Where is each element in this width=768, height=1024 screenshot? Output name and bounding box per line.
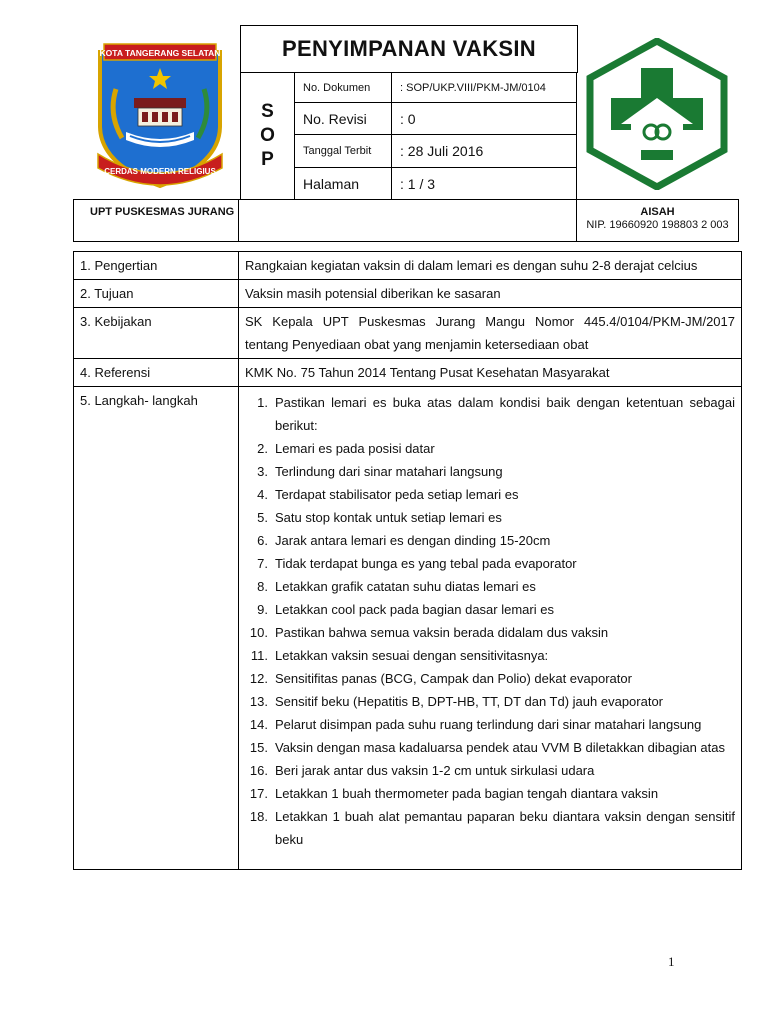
list-item (245, 759, 735, 782)
list-item (245, 552, 735, 575)
list-item (245, 483, 735, 506)
step-text: Pastikan lemari es buka atas dalam kondisi baik dengan ketentuan sebagai berikut: (275, 395, 735, 433)
step-text: Jarak antara lemari es dengan dinding 15-20cm (275, 533, 551, 548)
step-text: Sensitifitas panas (BCG, Campak dan Polio) dekat evaporator (275, 671, 632, 686)
meta-value-tanggal-terbit: : 28 Juli 2016 (392, 135, 577, 168)
step-number: 8. (257, 579, 268, 594)
step-number: 17. (249, 786, 268, 801)
meta-label-no-dokumen: No. Dokumen (295, 73, 392, 103)
step-text: Letakkan 1 buah thermometer pada bagian tengah diantara vaksin (275, 786, 659, 801)
list-item (245, 667, 735, 690)
step-number: 1. (257, 395, 268, 410)
step-text: Satu stop kontak untuk setiap lemari es (275, 510, 502, 525)
step-text: Beri jarak antar dus vaksin 1-2 cm untuk sirkulasi udara (275, 763, 595, 778)
sop-label (240, 72, 295, 200)
step-text: Letakkan 1 buah alat pemantau paparan beku diantara vaksin dengan sensitif beku (275, 809, 735, 847)
section-text-referensi: KMK No. 75 Tahun 2014 Tentang Pusat Kesehatan Masyarakat (239, 359, 742, 387)
section-text-pengertian: Rangkaian kegiatan vaksin di dalam lemari es dengan suhu 2-8 derajat celcius (239, 252, 742, 280)
section-text-kebijakan: SK Kepala UPT Puskesmas Jurang Mangu Nomor 445.4/0104/PKM-JM/2017 tentang Penyediaan obat yang menjamin ketersediaan obat (239, 308, 742, 359)
signer-name: AISAH (640, 206, 675, 218)
step-text: Vaksin dengan masa kadaluarsa pendek atau VVM B diletakkan dibagian atas (275, 740, 725, 755)
list-item (245, 713, 735, 736)
step-text: Letakkan grafik catatan suhu diatas lemari es (275, 579, 536, 594)
list-item (245, 529, 735, 552)
table-row (74, 387, 742, 870)
section-label-langkah: 5. Langkah- langkah (74, 387, 239, 870)
table-row (74, 359, 742, 387)
list-item (245, 437, 735, 460)
document-meta-table (294, 72, 577, 200)
step-text: Sensitif beku (Hepatitis B, DPT-HB, TT, DT dan Td) jauh evaporator (275, 694, 664, 709)
logo-banner-text: KOTA TANGERANG SELATAN (99, 48, 221, 58)
sop-letter-p: P (261, 148, 274, 170)
list-item (245, 736, 735, 759)
table-row (74, 252, 742, 280)
step-text: Letakkan vaksin sesuai dengan sensitivitasnya: (275, 648, 549, 663)
step-text: Letakkan cool pack pada bagian dasar lemari es (275, 602, 554, 617)
section-label-referensi: 4. Referensi (74, 359, 239, 387)
puskesmas-cross-icon (583, 38, 731, 190)
list-item (245, 460, 735, 483)
step-number: 9. (257, 602, 268, 617)
steps-list (239, 387, 742, 870)
list-item (245, 598, 735, 621)
step-number: 15. (249, 740, 268, 755)
step-text: Terlindung dari sinar matahari langsung (275, 464, 503, 479)
document-title-box (240, 25, 578, 73)
step-number: 16. (249, 763, 268, 778)
step-text: Lemari es pada posisi datar (275, 441, 435, 456)
sop-letter-o: O (260, 124, 275, 146)
document-title: PENYIMPANAN VAKSIN (282, 36, 536, 61)
signer-block (577, 200, 739, 242)
list-item (245, 506, 735, 529)
table-row (74, 280, 742, 308)
sop-content-table (73, 251, 742, 870)
step-number: 12. (249, 671, 268, 686)
step-text: Pelarut disimpan pada suhu ruang terlindung dari sinar matahari langsung (275, 717, 702, 732)
kota-tangerang-selatan-logo (90, 34, 230, 194)
organization-blank-cell (239, 200, 577, 242)
table-row (74, 308, 742, 359)
meta-label-tanggal-terbit: Tanggal Terbit (295, 135, 392, 168)
organization-name: UPT PUSKESMAS JURANG (74, 200, 239, 242)
list-item (245, 621, 735, 644)
step-text: Tidak terdapat bunga es yang tebal pada evaporator (275, 556, 577, 571)
step-number: 2. (257, 441, 268, 456)
list-item (245, 782, 735, 805)
section-text-tujuan: Vaksin masih potensial diberikan ke sasaran (239, 280, 742, 308)
meta-value-no-dokumen: : SOP/UKP.VIII/PKM-JM/0104 (392, 73, 577, 103)
section-label-tujuan: 2. Tujuan (74, 280, 239, 308)
step-text: Terdapat stabilisator peda setiap lemari es (275, 487, 519, 502)
step-number: 7. (257, 556, 268, 571)
step-number: 11. (250, 648, 268, 663)
list-item (245, 690, 735, 713)
meta-label-halaman: Halaman (295, 168, 392, 200)
list-item (245, 644, 735, 667)
organization-row (73, 199, 739, 242)
step-number: 6. (257, 533, 268, 548)
meta-label-no-revisi: No. Revisi (295, 103, 392, 135)
section-label-kebijakan: 3. Kebijakan (74, 308, 239, 359)
step-number: 4. (257, 487, 268, 502)
list-item (245, 575, 735, 598)
step-number: 10. (249, 625, 268, 640)
step-number: 18. (249, 809, 268, 824)
meta-value-halaman: : 1 / 3 (392, 168, 577, 200)
step-text: Pastikan bahwa semua vaksin berada didalam dus vaksin (275, 625, 609, 640)
sop-letter-s: S (261, 100, 274, 122)
meta-value-no-revisi: : 0 (392, 103, 577, 135)
list-item (245, 391, 735, 437)
step-number: 13. (249, 694, 268, 709)
signer-nip: NIP. 19660920 198803 2 003 (586, 219, 729, 231)
step-number: 14. (249, 717, 268, 732)
section-label-pengertian: 1. Pengertian (74, 252, 239, 280)
step-number: 5. (257, 510, 268, 525)
page-number: 1 (668, 954, 675, 969)
logo-motto-text: CERDAS MODERN RELIGIUS (104, 167, 216, 176)
step-number: 3. (257, 464, 268, 479)
list-item (245, 805, 735, 851)
